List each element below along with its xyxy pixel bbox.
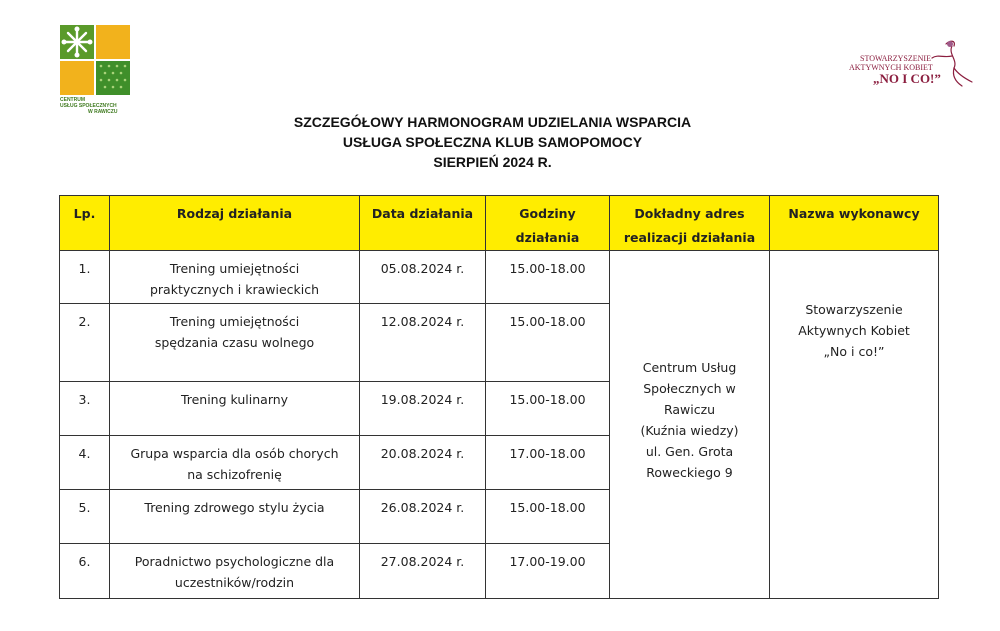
header-data: Data działania	[360, 196, 486, 251]
cell-rodzaj-line2: na schizofrenię	[187, 467, 282, 482]
header-wykonawca: Nazwa wykonawcy	[770, 196, 939, 251]
cell-godziny: 15.00-18.00	[486, 382, 610, 436]
cell-rodzaj	[110, 251, 360, 304]
executor-line3: „No i co!”	[823, 344, 885, 359]
cell-rodzaj: Trening kulinarny	[110, 382, 360, 436]
sak-logo-line3: „NO I CO!”	[873, 71, 941, 86]
header-lp: Lp.	[60, 196, 110, 251]
address-line3: Rawiczu	[663, 401, 716, 417]
cell-rodzaj	[110, 304, 360, 382]
logo-square-yellow-bottom	[60, 61, 94, 95]
cell-data: 19.08.2024 r.	[360, 382, 486, 436]
cell-rodzaj-line1: Grupa wsparcia dla osób chorych	[130, 446, 339, 461]
logo-square-yellow	[96, 25, 130, 59]
title-line1: SZCZEGÓŁOWY HARMONOGRAM UDZIELANIA WSPARCIA	[293, 114, 692, 130]
cell-godziny: 15.00-18.00	[486, 304, 610, 382]
table-row	[60, 251, 939, 304]
cell-rodzaj-line1: Poradnictwo psychologiczne dla	[134, 554, 335, 569]
header-godziny-line1: Godziny	[519, 206, 576, 221]
header-adres	[610, 196, 770, 251]
address-line2: Społecznych w	[643, 380, 736, 396]
header-adres-line1: Dokładny adres	[634, 206, 745, 221]
cell-godziny: 17.00-18.00	[486, 436, 610, 490]
cell-data: 26.08.2024 r.	[360, 490, 486, 544]
address-line4: (Kuźnia wiedzy)	[640, 422, 739, 438]
cell-address	[610, 251, 770, 599]
cell-data: 05.08.2024 r.	[360, 251, 486, 304]
document-title	[0, 112, 985, 172]
cell-rodzaj	[110, 436, 360, 490]
sak-logo-line2: AKTYWNYCH KOBIET	[849, 63, 933, 72]
cell-rodzaj-line1: Trening umiejętności	[169, 314, 300, 329]
cell-lp: 1.	[60, 251, 110, 304]
cell-rodzaj-line2: uczestników/rodzin	[174, 575, 295, 590]
cell-data: 12.08.2024 r.	[360, 304, 486, 382]
cell-godziny: 17.00-19.00	[486, 544, 610, 599]
cell-lp: 6.	[60, 544, 110, 599]
executor-line2: Aktywnych Kobiet	[798, 323, 910, 338]
cell-godziny: 15.00-18.00	[486, 490, 610, 544]
header-rodzaj: Rodzaj działania	[110, 196, 360, 251]
cell-executor	[770, 251, 939, 599]
cell-godziny: 15.00-18.00	[486, 251, 610, 304]
cell-data: 20.08.2024 r.	[360, 436, 486, 490]
logo-caption-line1: CENTRUM	[60, 97, 85, 103]
sak-logo-line1: STOWARZYSZENIE	[860, 54, 931, 63]
cell-rodzaj-line2: praktycznych i krawieckich	[149, 282, 320, 297]
header-godziny	[486, 196, 610, 251]
cell-lp: 3.	[60, 382, 110, 436]
cell-rodzaj-line2: spędzania czasu wolnego	[154, 335, 315, 350]
address-line5: ul. Gen. Grota	[645, 443, 734, 459]
schedule-table	[59, 195, 939, 599]
cell-lp: 4.	[60, 436, 110, 490]
title-line3: SIERPIEŃ 2024 R.	[433, 154, 552, 170]
cell-rodzaj-line1: Trening umiejętności	[169, 261, 300, 276]
cell-lp: 2.	[60, 304, 110, 382]
address-line1: Centrum Usług	[642, 359, 737, 375]
address-line6: Roweckiego 9	[646, 464, 733, 480]
cell-data: 27.08.2024 r.	[360, 544, 486, 599]
header-adres-line2: realizacji działania	[623, 230, 756, 245]
executor-line1: Stowarzyszenie	[805, 302, 903, 317]
cell-lp: 5.	[60, 490, 110, 544]
title-line2: USŁUGA SPOŁECZNA KLUB SAMOPOMOCY	[342, 134, 643, 150]
sak-logo	[840, 38, 975, 93]
table-header-row	[60, 196, 939, 251]
people-symbol-icon	[60, 25, 94, 59]
csu-rawicz-logo	[60, 25, 130, 115]
cell-rodzaj	[110, 544, 360, 599]
header-godziny-line2: działania	[515, 230, 580, 245]
logo-caption-line2: USŁUG SPOŁECZNYCH	[60, 103, 117, 109]
logo-caption-line3: W RAWICZU	[88, 109, 118, 115]
cell-rodzaj: Trening zdrowego stylu życia	[110, 490, 360, 544]
dot-pattern-icon	[96, 61, 130, 95]
